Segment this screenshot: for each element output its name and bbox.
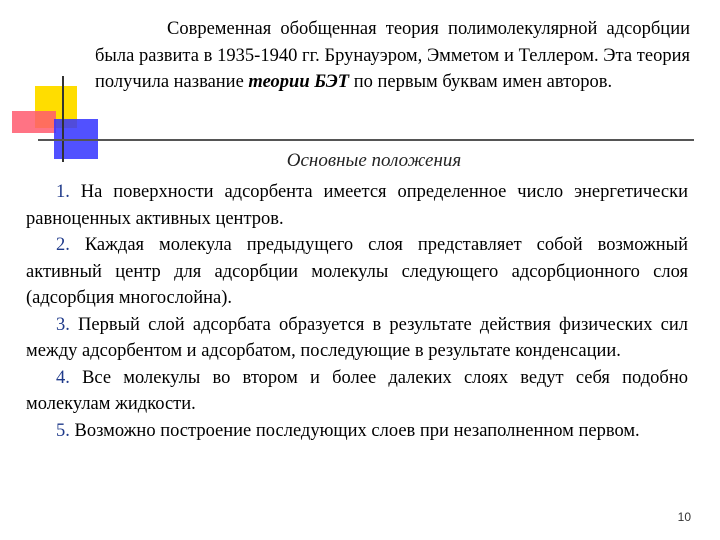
page-number: 10 — [677, 510, 691, 524]
decor-red-rectangle — [12, 111, 56, 133]
list-item — [26, 232, 688, 312]
intro-text-before: Современная обобщенная теория полимолекулярной адсорбции была развита в 1935-1940 гг. Брунауэром, Эмметом и Теллером. Эта теория получила название — [95, 19, 690, 92]
item-number: 2. — [56, 235, 70, 255]
item-text: Возможно построение последующих слоев при незаполненном первом. — [74, 420, 640, 441]
list-item — [26, 179, 688, 232]
intro-emphasis: теории БЭТ — [248, 72, 350, 92]
item-text: Каждая молекула предыдущего слоя представляет собой возможный активный центр для адсорбции молекулы следующего адсорбционного слоя (адсорбция многослойна). — [26, 235, 688, 308]
item-text: Все молекулы во втором и более далеких слоях ведут себя подобно молекулам жидкости. — [26, 367, 688, 414]
item-number: 5. — [56, 420, 70, 441]
intro-paragraph — [95, 16, 690, 96]
item-number: 1. — [56, 182, 70, 202]
item-text: Первый слой адсорбата образуется в результате действия физических сил между адсорбентом и адсорбатом, последующие в результате конденсации. — [26, 314, 688, 361]
section-heading-text: Основные положения — [286, 150, 462, 171]
list-item — [26, 365, 688, 418]
decor-horizontal-line — [38, 139, 694, 141]
section-heading — [0, 150, 720, 172]
postulates-list — [26, 179, 688, 444]
item-number: 3. — [56, 314, 70, 335]
list-item — [26, 418, 688, 445]
item-number: 4. — [56, 367, 70, 388]
intro-text-after: по первым буквам имен авторов. — [349, 72, 613, 92]
item-text: На поверхности адсорбента имеется определенное число энергетически равноценных активных центров. — [26, 182, 688, 229]
list-item — [26, 312, 688, 365]
